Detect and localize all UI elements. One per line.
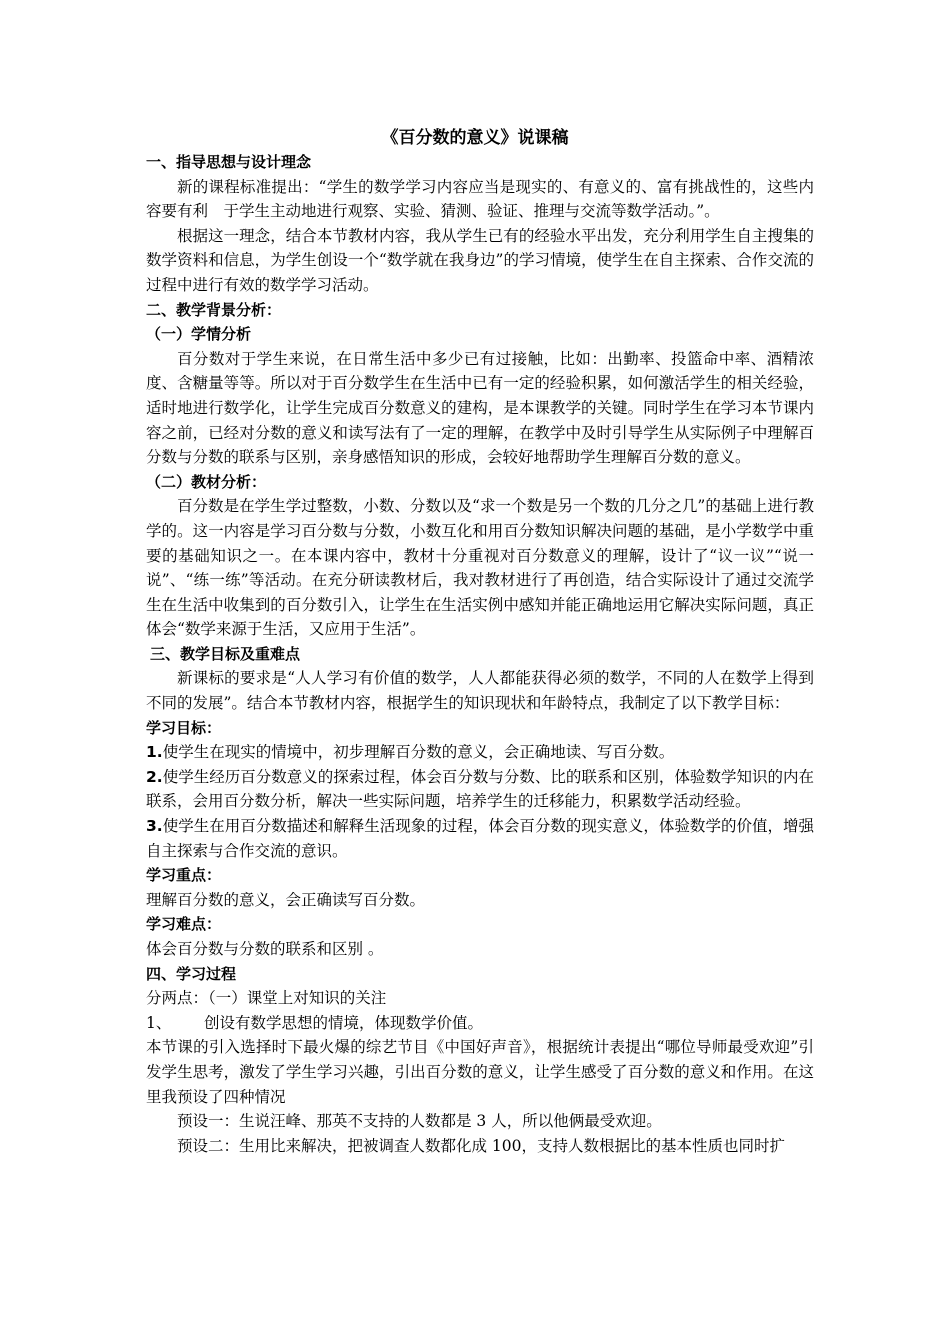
goal-number: 1. xyxy=(146,743,163,762)
paragraph: 预设二：生用比来解决，把被调查人数都化成 100，支持人数根据比的基本性质也同时扩 xyxy=(177,1136,786,1155)
subsection-heading: （一）学情分析 xyxy=(146,325,252,344)
paragraph: 百分数是在学生学过整数，小数、分数以及“求一个数是另一个数的几分之几”的基础上进行教学的。这一内容是学习百分数与分数，小数互化和用百分数知识解决问题的基础，是小学数学中重要的基础知识之一。在本课内容中，教材十分重视对百分数意义的理解，设计了“议一议”“说一说”、“练一练”等活动。在充分研读教材后，我对教材进行了再创造，结合实际设计了通过交流学生在生活中收集到的百分数引入，让学生在生活实例中感知并能正确地运用它解决实际问题，真正体会“数学来源于生活，又应用于生活”。 xyxy=(146,497,814,639)
subsection-heading: （二）教材分析： xyxy=(146,472,267,491)
list-item xyxy=(146,1011,814,1036)
paragraph: 新的课程标准提出：“学生的数学学习内容应当是现实的、有意义的、富有挑战性的，这些内 容要有利 于学生主动地进行观察、实验、猜测、验证、推理与交流等数学活动。”。 xyxy=(146,177,830,221)
goal-number: 3. xyxy=(146,817,163,836)
list-number: 1、 xyxy=(146,1013,172,1032)
key-point-label: 学习重点： xyxy=(146,866,222,885)
key-point-text: 理解百分数的意义，会正确读写百分数。 xyxy=(146,890,426,909)
document-title: 《百分数的意义》说课稿 xyxy=(381,128,569,148)
paragraph: 新课标的要求是“人人学习有价值的数学，人人都能获得必须的数学，不同的人在数学上得到不同的发展”。结合本节教材内容，根据学生的知识现状和年龄特点，我制定了以下教学目标： xyxy=(146,669,814,713)
goals-label: 学习目标： xyxy=(146,718,222,737)
goal-text: 使学生在现实的情境中，初步理解百分数的意义，会正确地读、写百分数。 xyxy=(162,743,675,762)
difficulty-text: 体会百分数与分数的联系和区别 。 xyxy=(146,940,384,958)
goal-number: 2. xyxy=(146,767,163,786)
section-heading-2: 二、教学背景分析： xyxy=(146,300,282,319)
goal-item xyxy=(146,814,814,863)
goal-item xyxy=(146,765,814,814)
document-body xyxy=(146,150,830,1158)
paragraph: 预设一：生说汪峰、那英不支持的人数都是 3 人，所以他俩最受欢迎。 xyxy=(177,1112,662,1131)
section-heading-1: 一、指导思想与设计理念 xyxy=(146,153,312,171)
section-heading-3: 三、教学目标及重难点 xyxy=(150,644,301,663)
paragraph: 本节课的引入选择时下最火爆的综艺节目《中国好声音》，根据统计表提出“哪位导师最受欢迎”引发学生思考，激发了学生学习兴趣，引出百分数的意义，让学生感受了百分数的意义和作用。在这里我预设了四种情况 xyxy=(146,1038,814,1106)
section-heading-4: 四、学习过程 xyxy=(146,964,237,983)
goal-item xyxy=(146,740,814,765)
goal-text: 使学生经历百分数意义的探索过程，体会百分数与分数、比的联系和区别，体验数学知识的内在联系，会用百分数分析，解决一些实际问题，培养学生的迁移能力，积累数学活动经验。 xyxy=(146,767,814,811)
paragraph: 百分数对于学生来说，在日常生活中多少已有过接触，比如：出勤率、投篮命中率、酒精浓度、含糖量等等。所以对于百分数学生在生活中已有一定的经验积累，如何激活学生的相关经验，适时地进行数学化，让学生完成百分数意义的建构，是本课教学的关键。同时学生在学习本节课内容之前，已经对分数的意义和读写法有了一定的理解，在教学中及时引导学生从实际例子中理解百分数与分数的联系与区别，亲身感悟知识的形成，会较好地帮助学生理解百分数的意义。 xyxy=(146,349,814,467)
list-text: 创设有数学思想的情境，体现数学价值。 xyxy=(204,1013,484,1032)
paragraph: 根据这一理念，结合本节教材内容，我从学生已有的经验水平出发，充分利用学生自主搜集的数学资料和信息，为学生创设一个“数学就在我身边”的学习情境，使学生在自主探索、合作交流的过程中进行有效的数学学习活动。 xyxy=(146,226,814,294)
paragraph: 分两点：（一）课堂上对知识的关注 xyxy=(146,989,387,1008)
goal-text: 使学生在用百分数描述和解释生活现象的过程，体会百分数的现实意义，体验数学的价值，增强自主探索与合作交流的意识。 xyxy=(146,817,814,860)
difficulty-label: 学习难点： xyxy=(146,915,222,934)
